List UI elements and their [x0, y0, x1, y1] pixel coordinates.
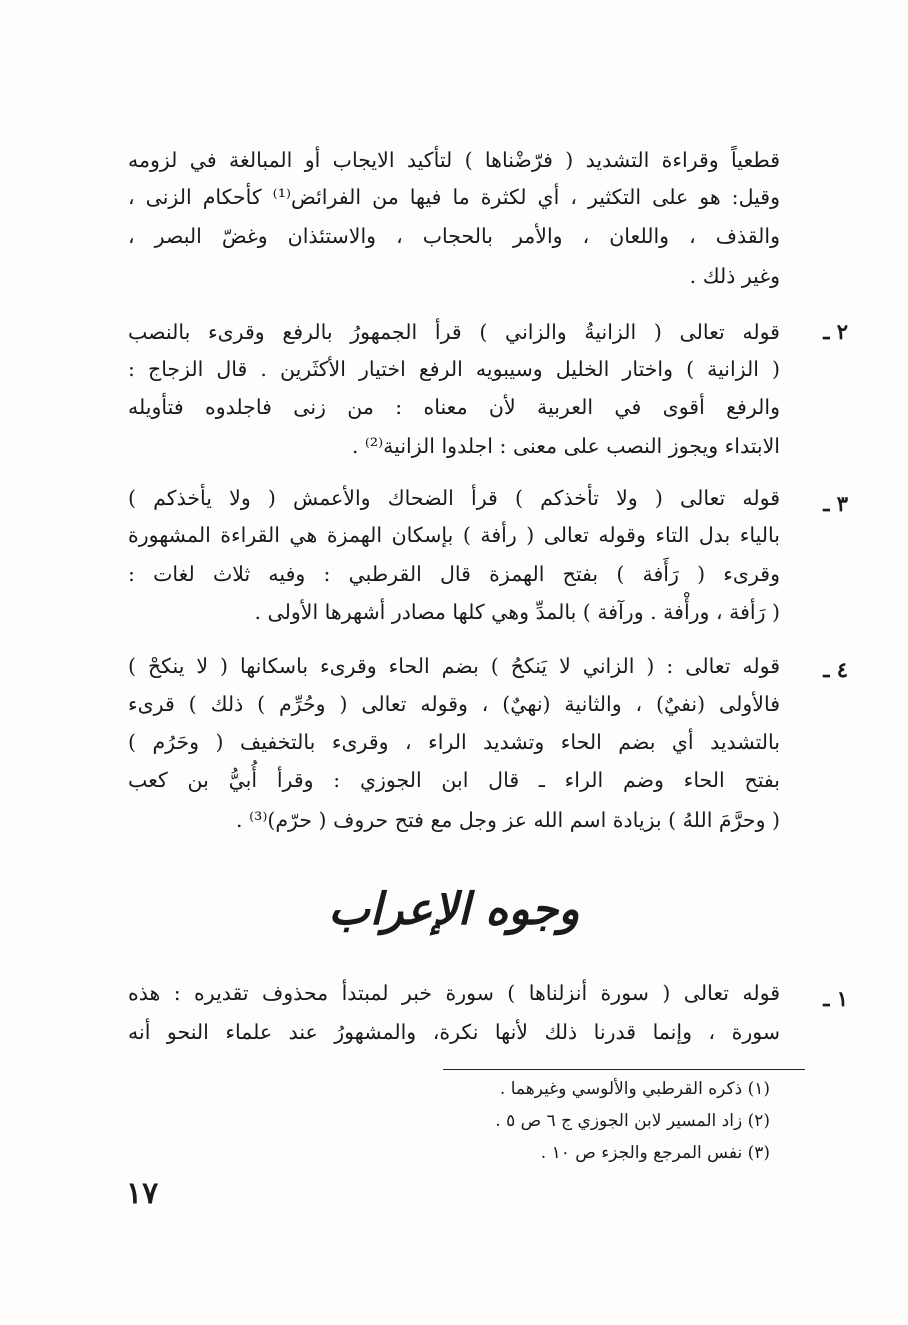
text-line: ( الزانية ) واختار الخليل وسيبويه الرفع اختيار الأكثَرين . قال الزجاج :: [128, 357, 780, 381]
text-line: سورة ، وإنما قدرنا ذلك لأنها نكرة، والمشهورُ عند علماء النحو أنه: [128, 1020, 780, 1044]
section-heading: وجوه الإعراب: [328, 884, 580, 935]
footnote: (٣) نفس المرجع والجزء ص ١٠ .: [540, 1143, 770, 1163]
text-line: قطعياً وقراءة التشديد ( فرّضْناها ) لتأكيد الايجاب أو المبالغة في لزومه: [128, 148, 780, 172]
text-line: بفتح الحاء وضم الراء ـ قال ابن الجوزي : وقرأ أُبيُّ بن كعب: [128, 768, 780, 792]
text-line: ( وحرَّمَ اللهُ ) بزيادة اسم الله عز وجل مع فتح حروف ( حرّم)⁽³⁾ .: [236, 808, 780, 832]
item-number: ٣ ـ: [823, 491, 848, 516]
text-line: وقرىء ( رَأَفة ) بفتح الهمزة قال القرطبي : وفيه ثلاث لغات :: [128, 562, 780, 586]
footnote: (٢) زاد المسير لابن الجوزي ج ٦ ص ٥ .: [495, 1111, 770, 1131]
text-line: بالياء بدل التاء وقوله تعالى ( رأفة ) بإسكان الهمزة هي القراءة المشهورة: [128, 523, 780, 547]
text-line: وقيل: هو على التكثير ، أي لكثرة ما فيها من الفرائض⁽¹⁾ كأحكام الزنى ،: [128, 185, 780, 209]
footnote-divider: [443, 1069, 805, 1070]
text-line: قوله تعالى ( ولا تأخذكم ) قرأ الضحاك والأعمش ( ولا يأخذكم ): [128, 486, 780, 510]
item-number: ٤ ـ: [823, 657, 848, 682]
text-line: قوله تعالى : ( الزاني لا يَنكحُ ) بضم الحاء وقرىء باسكانها ( لا ينكحْ ): [128, 654, 780, 678]
text-line: قوله تعالى ( سورة أنزلناها ) سورة خبر لمبتدأ محذوف تقديره : هذه: [128, 981, 780, 1005]
text-line: والرفع أقوى في العربية لأن معناه : من زنى فاجلدوه فتأويله: [128, 395, 780, 419]
page-number: ١٧: [126, 1176, 159, 1211]
item-number: ١ ـ: [823, 986, 848, 1011]
item-number: ٢ ـ: [823, 319, 848, 344]
text-line: والقذف ، واللعان ، والأمر بالحجاب ، والاستئذان وغضّ البصر ،: [128, 224, 780, 248]
text-line: وغير ذلك .: [689, 264, 780, 288]
text-line: قوله تعالى ( الزانيةُ والزاني ) قرأ الجمهورُ بالرفع وقرىء بالنصب: [128, 320, 780, 344]
footnote: (١) ذكره القرطبي والألوسي وغيرهما .: [499, 1079, 770, 1099]
text-line: الابتداء ويجوز النصب على معنى : اجلدوا الزانية⁽²⁾ .: [351, 434, 780, 458]
text-line: ( رَأفة ، ورأْفة . ورآفة ) بالمدِّ وهي كلها مصادر أشهرها الأولى .: [254, 600, 780, 624]
text-line: بالتشديد أي بضم الحاء وتشديد الراء ، وقرىء بالتخفيف ( وحَرُم ): [128, 730, 780, 754]
text-line: فالأولى (نفيٌ) ، والثانية (نهيٌ) ، وقوله تعالى ( وحُرِّم ) ذلك ) قرىء: [128, 692, 780, 716]
